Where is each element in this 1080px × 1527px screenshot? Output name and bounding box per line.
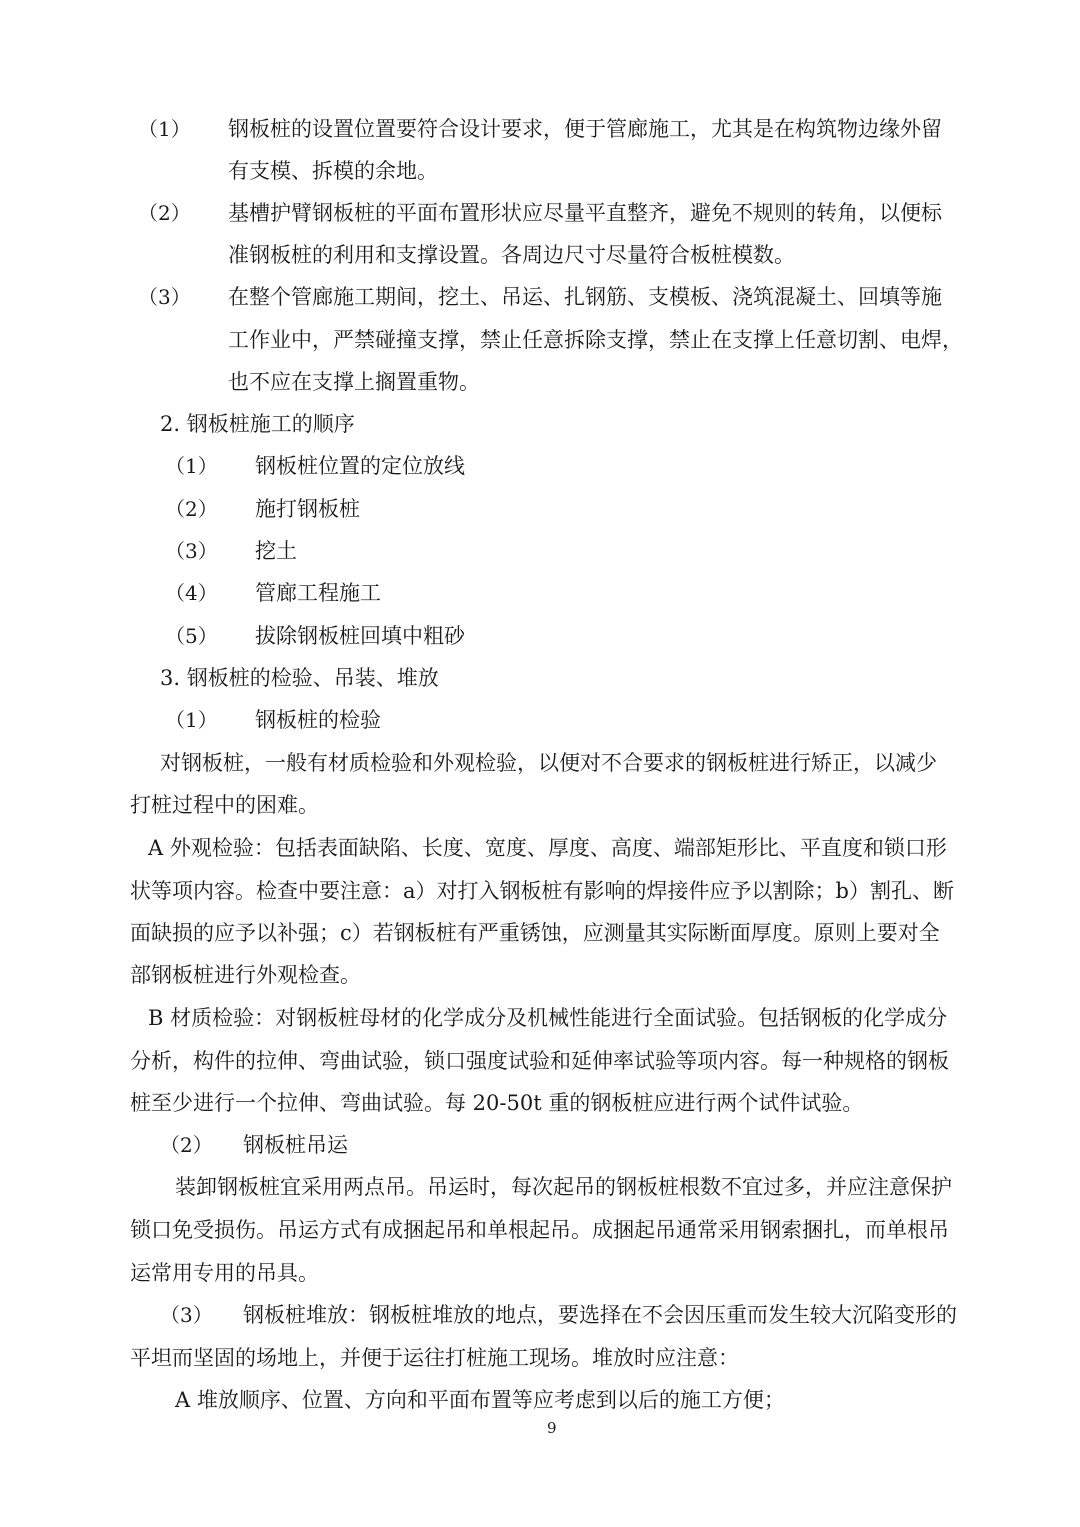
text-line: 运常用专用的吊具。: [130, 1261, 319, 1285]
text-line: 对钢板桩，一般有材质检验和外观检验，以便对不合要求的钢板桩进行矫正，以减少: [160, 751, 937, 775]
list-item: 施打钢板桩: [255, 497, 360, 521]
text-line: 工作业中，严禁碰撞支撑，禁止任意拆除支撑，禁止在支撑上任意切割、电焊，: [228, 328, 963, 352]
text-line: B 材质检验：对钢板桩母材的化学成分及机械性能进行全面试验。包括钢板的化学成分: [148, 1006, 948, 1030]
item-label: （5）: [165, 624, 218, 648]
text-line: 分析，构件的拉伸、弯曲试验，锁口强度试验和延伸率试验等项内容。每一种规格的钢板: [130, 1049, 949, 1073]
text-line: 部钢板桩进行外观检查。: [130, 963, 361, 987]
text-line: 有支模、拆模的余地。: [228, 159, 438, 183]
text-line: 桩至少进行一个拉伸、弯曲试验。每 20-50t 重的钢板桩应进行两个试件试验。: [130, 1091, 864, 1115]
list-item: 拔除钢板桩回填中粗砂: [255, 624, 465, 648]
item-label: （3）: [165, 539, 218, 563]
text-line: 装卸钢板桩宜采用两点吊。吊运时，每次起吊的钢板桩根数不宜过多，并应注意保护: [175, 1175, 952, 1199]
text-line: A 堆放顺序、位置、方向和平面布置等应考虑到以后的施工方便；: [175, 1388, 785, 1412]
text-line: 也不应在支撑上搁置重物。: [228, 370, 480, 394]
text-line: 锁口免受损伤。吊运方式有成捆起吊和单根起吊。成捆起吊通常采用钢索捆扎，而单根吊: [130, 1218, 949, 1242]
text-line: 钢板桩的设置位置要符合设计要求，便于管廊施工，尤其是在构筑物边缘外留: [228, 117, 942, 141]
text-line: 平坦而坚固的场地上，并便于运往打桩施工现场。堆放时应注意：: [130, 1346, 739, 1370]
text-line: 打桩过程中的困难。: [130, 793, 319, 817]
text-line: 钢板桩堆放：钢板桩堆放的地点，要选择在不会因压重而发生较大沉陷变形的: [243, 1303, 957, 1327]
text-line: A 外观检验：包括表面缺陷、长度、宽度、厚度、高度、端部矩形比、平直度和锁口形: [148, 836, 947, 860]
item-label: （2）: [160, 1133, 213, 1157]
item-label: （3）: [160, 1303, 213, 1327]
item-label: （1）: [138, 117, 191, 141]
list-item: 钢板桩位置的定位放线: [255, 454, 465, 478]
page-number: 9: [547, 1419, 557, 1437]
section-heading: 2. 钢板桩施工的顺序: [160, 412, 355, 436]
text-line: 面缺损的应予以补强；c）若钢板桩有严重锈蚀，应测量其实际断面厚度。原则上要对全: [130, 921, 940, 945]
text-line: 状等项内容。检查中要注意：a）对打入钢板桩有影响的焊接件应予以割除；b）割孔、断: [130, 879, 954, 903]
list-item: 管廊工程施工: [255, 581, 381, 605]
item-label: （2）: [165, 497, 218, 521]
list-item: 挖土: [255, 539, 297, 563]
text-line: 准钢板桩的利用和支撑设置。各周边尺寸尽量符合板桩模数。: [228, 243, 795, 267]
text-line: 在整个管廊施工期间，挖土、吊运、扎钢筋、支模板、浇筑混凝土、回填等施: [228, 285, 942, 309]
item-label: （4）: [165, 581, 218, 605]
text-line: 基槽护臂钢板桩的平面布置形状应尽量平直整齐，避免不规则的转角，以便标: [228, 201, 942, 225]
item-label: （1）: [165, 454, 218, 478]
subheading: 钢板桩吊运: [243, 1133, 348, 1157]
section-heading: 3. 钢板桩的检验、吊装、堆放: [160, 666, 439, 690]
item-label: （3）: [138, 285, 191, 309]
item-label: （2）: [138, 201, 191, 225]
item-label: （1）: [165, 708, 218, 732]
subheading: 钢板桩的检验: [255, 708, 381, 732]
